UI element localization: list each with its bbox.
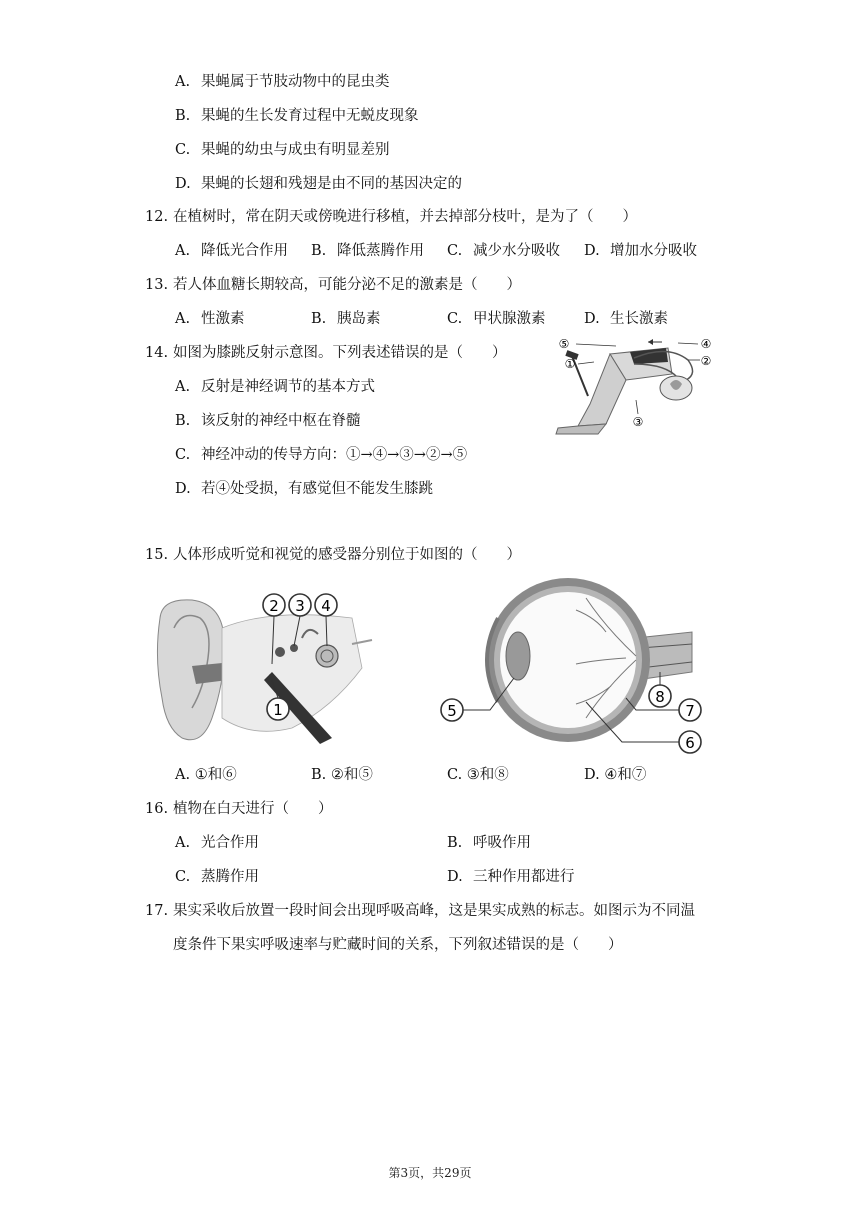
q15-option-a: A. ①和⑥ bbox=[175, 767, 237, 783]
q12-option-d: D. 增加水分吸收 bbox=[584, 243, 697, 259]
q14-option-d: D. 若④处受损，有感觉但不能发生膝跳 bbox=[175, 481, 433, 497]
svg-text:3: 3 bbox=[295, 597, 305, 615]
q17-stem-line1: 17. 果实采收后放置一段时间会出现呼吸高峰，这是果实成熟的标志。如图示为不同温 bbox=[145, 903, 695, 919]
reflex-label-4: ④ bbox=[700, 337, 712, 351]
reflex-label-2: ② bbox=[700, 354, 712, 368]
q14-option-c: C. 神经冲动的传导方向：①→④→③→②→⑤ bbox=[175, 447, 468, 463]
svg-text:5: 5 bbox=[447, 702, 457, 720]
q12-option-b: B. 降低蒸腾作用 bbox=[311, 243, 424, 259]
q11-option-a: A. 果蝇属于节肢动物中的昆虫类 bbox=[175, 74, 390, 90]
svg-text:7: 7 bbox=[685, 702, 695, 720]
ear-label-4 bbox=[315, 594, 337, 616]
q16-stem: 16. 植物在白天进行（ ） bbox=[145, 801, 333, 817]
q12-option-c: C. 减少水分吸收 bbox=[447, 243, 560, 259]
ear-label-1 bbox=[267, 698, 289, 720]
q13-stem: 13. 若人体血糖长期较高，可能分泌不足的激素是（ ） bbox=[145, 277, 521, 293]
q12-stem: 12. 在植树时，常在阴天或傍晚进行移植，并去掉部分枝叶，是为了（ ） bbox=[145, 209, 637, 225]
q14-option-a: A. 反射是神经调节的基本方式 bbox=[175, 379, 375, 395]
q13-option-d: D. 生长激素 bbox=[584, 311, 668, 327]
q14-stem: 14. 如图为膝跳反射示意图。下列表述错误的是（ ） bbox=[145, 345, 507, 361]
q17-stem-line2: 度条件下果实呼吸速率与贮藏时间的关系，下列叙述错误的是（ ） bbox=[173, 937, 623, 953]
knee-reflex-figure bbox=[548, 334, 718, 438]
eye-label-7 bbox=[679, 699, 701, 721]
q16-option-b: B. 呼吸作用 bbox=[447, 835, 531, 851]
q15-option-d: D. ④和⑦ bbox=[584, 767, 647, 783]
q16-option-a: A. 光合作用 bbox=[175, 835, 259, 851]
reflex-label-3: ③ bbox=[632, 415, 644, 429]
eye-figure bbox=[436, 568, 712, 758]
q15-stem: 15. 人体形成听觉和视觉的感受器分别位于如图的（ ） bbox=[145, 547, 521, 563]
ear-label-2 bbox=[263, 594, 285, 616]
q16-option-c: C. 蒸腾作用 bbox=[175, 869, 259, 885]
svg-text:8: 8 bbox=[655, 688, 665, 706]
q15-option-b: B. ②和⑤ bbox=[311, 767, 373, 783]
q11-option-d: D. 果蝇的长翅和残翅是由不同的基因决定的 bbox=[175, 176, 462, 192]
svg-text:6: 6 bbox=[685, 734, 695, 752]
q13-option-c: C. 甲状腺激素 bbox=[447, 311, 546, 327]
svg-text:1: 1 bbox=[273, 701, 283, 719]
eye-label-8 bbox=[649, 685, 671, 707]
eye-label-5 bbox=[441, 699, 463, 721]
q13-option-b: B. 胰岛素 bbox=[311, 311, 381, 327]
ear-figure bbox=[152, 588, 374, 748]
q11-option-c: C. 果蝇的幼虫与成虫有明显差别 bbox=[175, 142, 390, 158]
eye-label-6 bbox=[679, 731, 701, 753]
q14-option-b: B. 该反射的神经中枢在脊髓 bbox=[175, 413, 361, 429]
ear-label-3 bbox=[289, 594, 311, 616]
reflex-label-5: ⑤ bbox=[558, 337, 570, 351]
q15-option-c: C. ③和⑧ bbox=[447, 767, 509, 783]
q11-option-b: B. 果蝇的生长发育过程中无蜕皮现象 bbox=[175, 108, 419, 124]
svg-text:4: 4 bbox=[321, 597, 331, 615]
q16-option-d: D. 三种作用都进行 bbox=[447, 869, 575, 885]
page-footer: 第3页，共29页 bbox=[388, 1166, 472, 1180]
reflex-label-1: ① bbox=[564, 357, 576, 371]
q13-option-a: A. 性激素 bbox=[175, 311, 245, 327]
q12-option-a: A. 降低光合作用 bbox=[175, 243, 288, 259]
svg-text:2: 2 bbox=[269, 597, 279, 615]
